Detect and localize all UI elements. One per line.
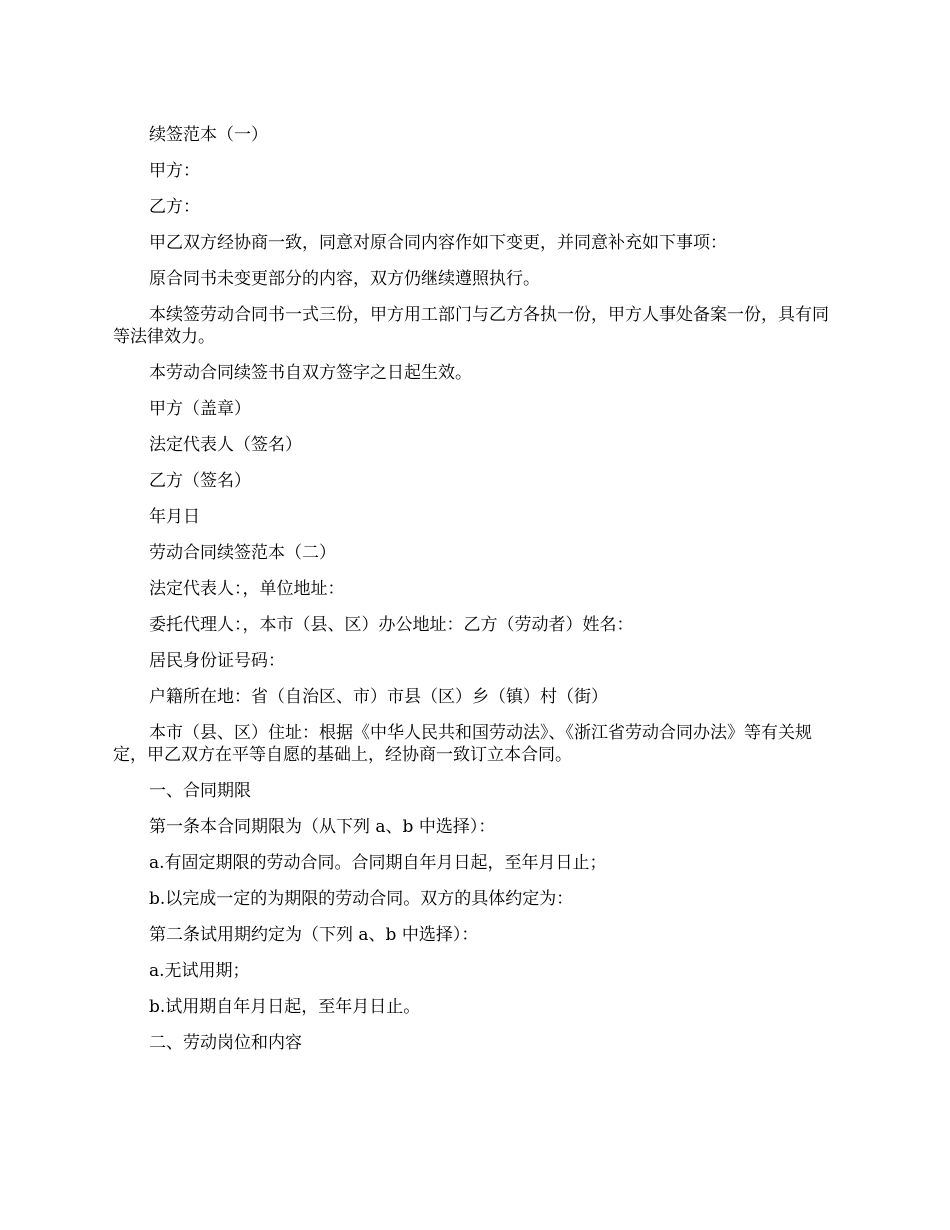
option-a-fixed-term-line: a.有固定期限的劳动合同。合同期自年月日起，至年月日止； <box>149 853 607 873</box>
article-two-line: 第二条试用期约定为（下列 a、b 中选择）： <box>149 925 479 945</box>
household-registration-line: 户籍所在地：省（自治区、市）市县（区）乡（镇）村（街） <box>149 687 608 707</box>
party-b-signature-line: 乙方（签名） <box>149 471 251 491</box>
article-one-line: 第一条本合同期限为（从下列 a、b 中选择）： <box>149 817 496 837</box>
option-b-probation-period-line: b.试用期自年月日起，至年月日止。 <box>149 997 421 1017</box>
option-b-task-term-line: b.以完成一定的为期限的劳动合同。双方的具体约定为： <box>149 889 574 909</box>
legal-representative-address-line: 法定代表人：，单位地址： <box>149 579 345 599</box>
section-heading-renewal-template-two: 劳动合同续签范本（二） <box>149 543 336 563</box>
date-line: 年月日 <box>149 507 200 527</box>
effective-date-paragraph: 本劳动合同续签书自双方签字之日起生效。 <box>149 363 472 383</box>
agreement-paragraph: 甲乙双方经协商一致，同意对原合同内容作如下变更，并同意补充如下事项： <box>149 233 727 253</box>
agent-office-address-line: 委托代理人：，本市（县、区）办公地址：乙方（劳动者）姓名： <box>149 615 634 635</box>
legal-representative-signature-line: 法定代表人（签名） <box>149 435 302 455</box>
section-heading-contract-term: 一、合同期限 <box>149 781 251 801</box>
option-a-no-probation-line: a.无试用期； <box>149 961 250 981</box>
party-b-line: 乙方： <box>149 197 200 217</box>
party-a-line: 甲方： <box>149 161 200 181</box>
residence-legal-basis-paragraph: 本市（县、区）住址：根据《中华人民共和国劳动法》、《浙江省劳动合同办法》等有关规定，甲乙双方在平等自愿的基础上，经协商一致订立本合同。 <box>113 723 812 765</box>
document-body <box>113 124 840 1068</box>
section-heading-job-position: 二、劳动岗位和内容 <box>149 1033 302 1053</box>
copies-paragraph: 本续签劳动合同书一式三份，甲方用工部门与乙方各执一份，甲方人事处备案一份，具有同等法律效力。 <box>113 305 829 347</box>
unchanged-terms-paragraph: 原合同书未变更部分的内容，双方仍继续遵照执行。 <box>149 269 540 289</box>
id-number-line: 居民身份证号码： <box>149 651 285 671</box>
party-a-seal-line: 甲方（盖章） <box>149 399 251 419</box>
section-heading-renewal-template-one: 续签范本（一） <box>149 125 268 145</box>
